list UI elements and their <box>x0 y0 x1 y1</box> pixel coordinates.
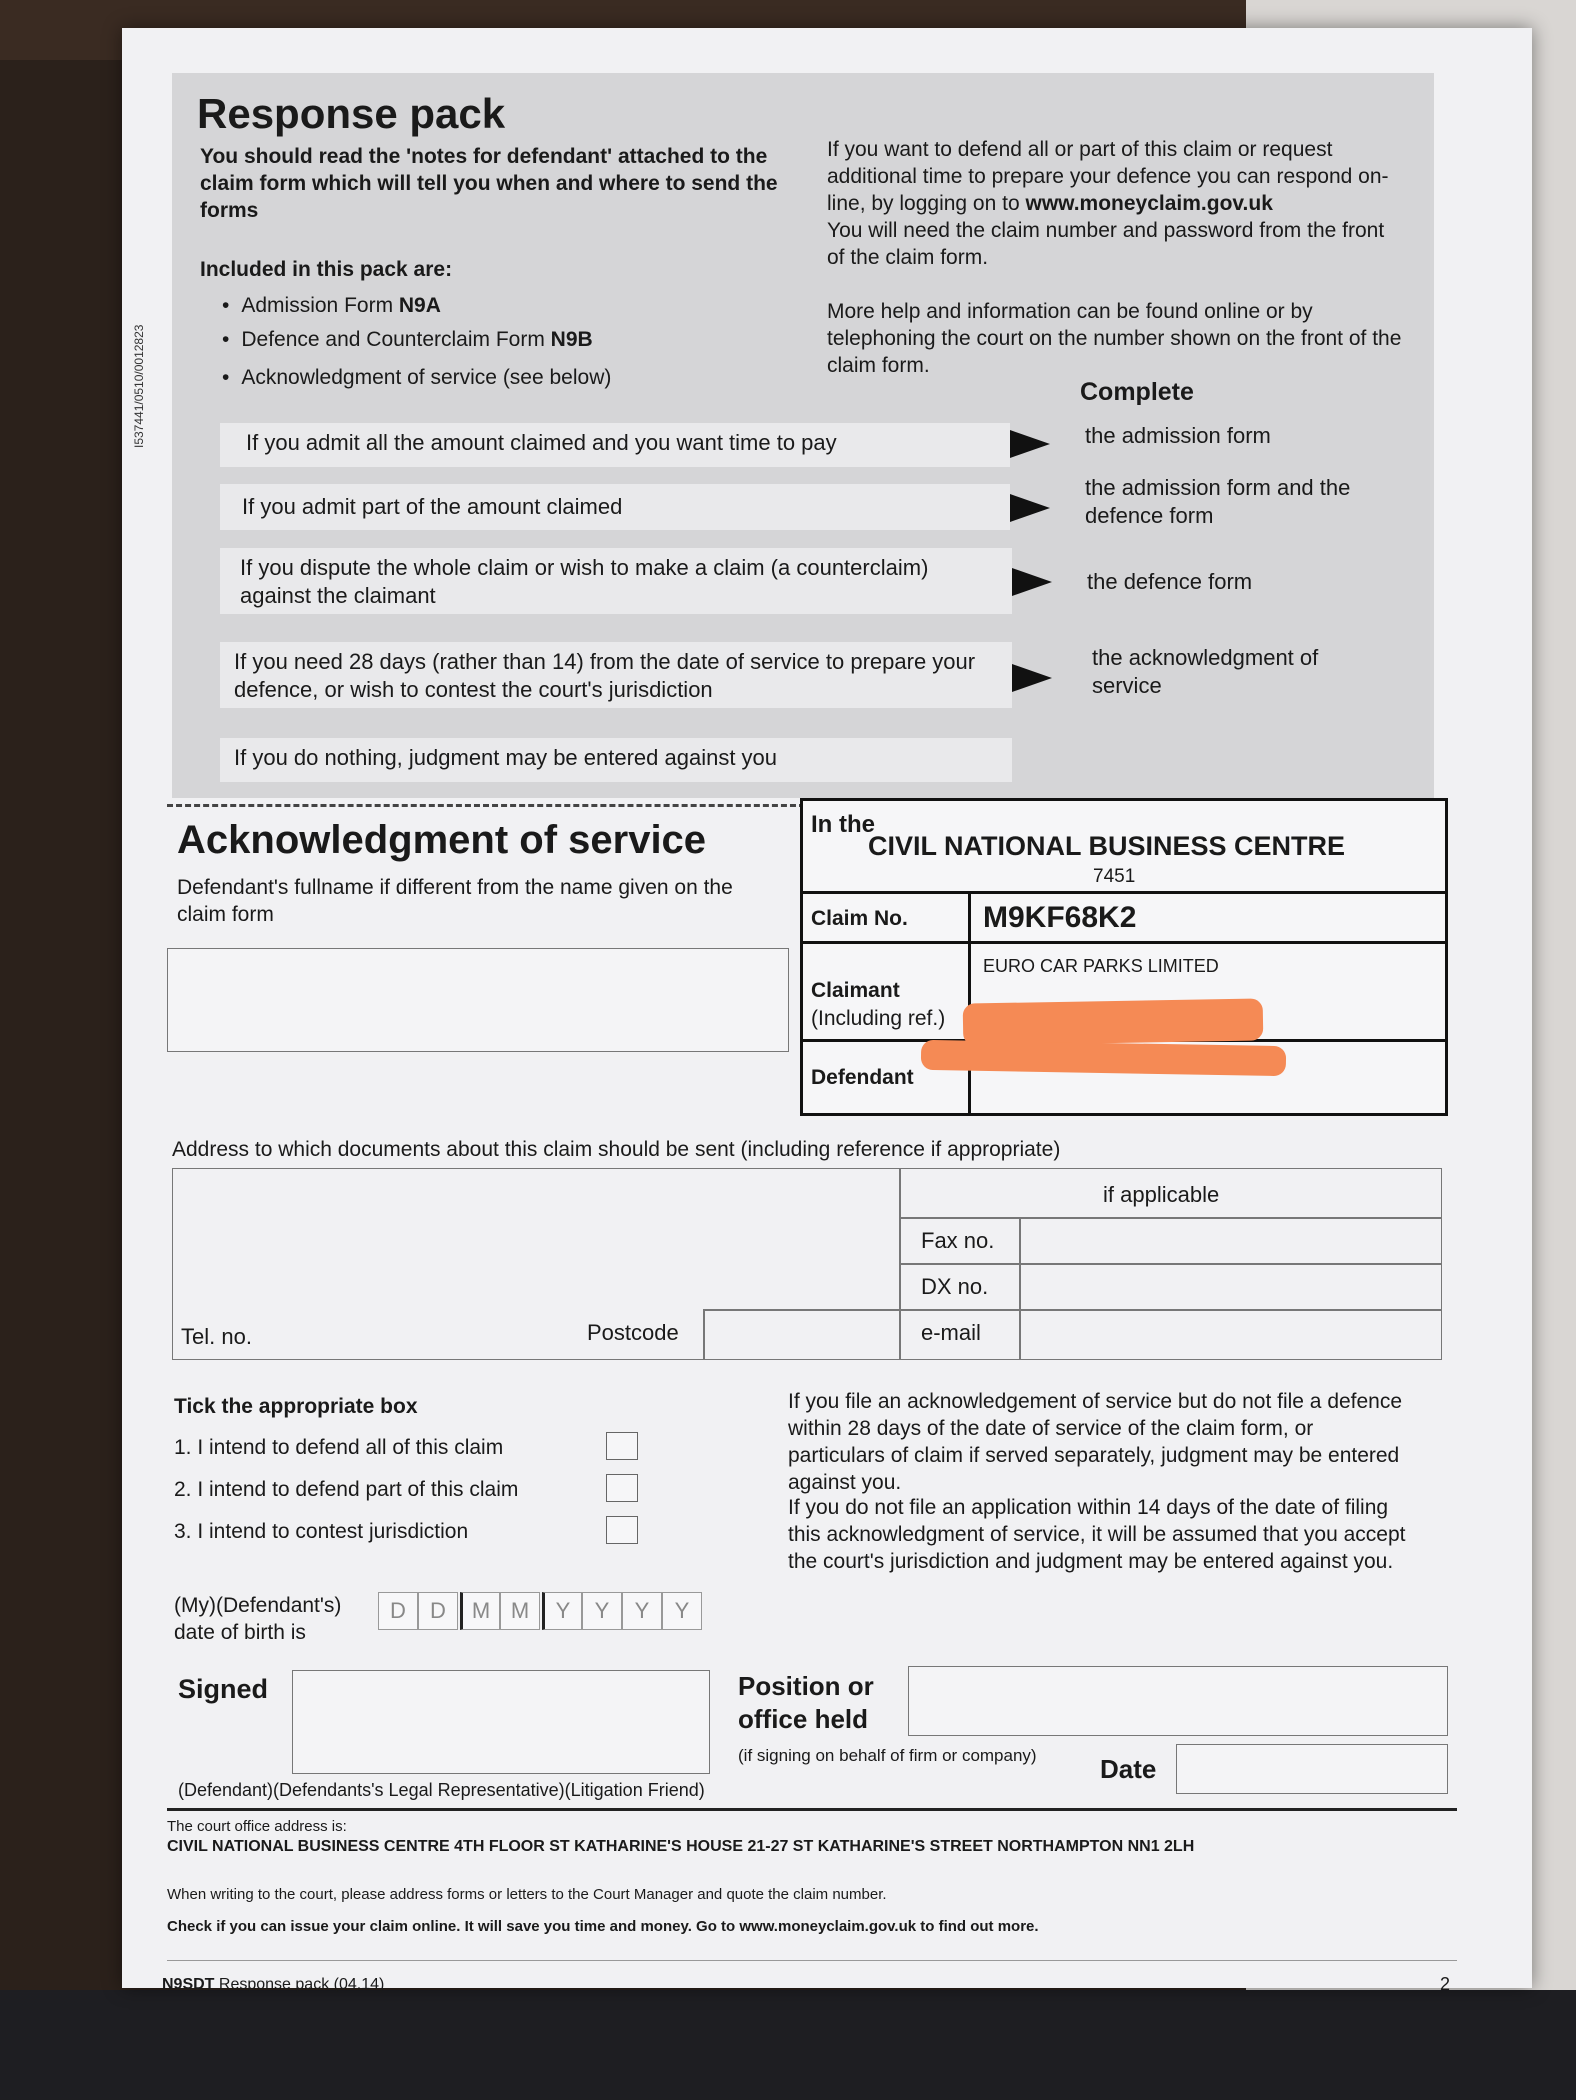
dx-label: DX no. <box>921 1274 989 1299</box>
tick-option-defend-part: 2. I intend to defend part of this claim <box>174 1478 519 1501</box>
defend-all-checkbox[interactable] <box>606 1432 638 1460</box>
side-code: I537441/0510/0012823 <box>132 324 146 448</box>
signatory-capacity: (Defendant)(Defendants's Legal Representative)(Litigation Friend) <box>178 1780 705 1800</box>
list-item-n9b: • Defence and Counterclaim Form N9B <box>222 326 593 353</box>
arrow-icon <box>1010 494 1050 522</box>
email-label: e-mail <box>921 1320 981 1345</box>
claimant-ref-label: (Including ref.) <box>811 1007 946 1030</box>
complete-heading: Complete <box>1080 378 1194 406</box>
dob-year-4[interactable]: Y <box>662 1592 702 1630</box>
included-label: Included in this pack are: <box>200 258 453 281</box>
help-text: More help and information can be found online or by telephoning the court on the number shown on the front of the claim form. <box>827 300 1402 377</box>
action-admit-part: the admission form and the defence form <box>1085 475 1351 528</box>
action-28-days: the acknowledgment of service <box>1092 645 1319 698</box>
claimant-value: EURO CAR PARKS LIMITED <box>983 956 1219 976</box>
online-note: Check if you can issue your claim online. It will save you time and money. Go to www.moneyclaim.gov.uk to find out more. <box>167 1918 1039 1935</box>
option-admit-part: If you admit part of the amount claimed <box>220 484 1010 530</box>
address-label: Address to which documents about this claim should be sent (including reference if appropriate) <box>172 1138 1061 1161</box>
dob-year-3[interactable]: Y <box>622 1592 662 1630</box>
signed-label: Signed <box>178 1674 269 1704</box>
court-code: 7451 <box>1093 866 1136 887</box>
redaction-mark <box>921 1040 1286 1076</box>
dob-day-2[interactable]: D <box>418 1592 458 1630</box>
claimant-label: Claimant <box>811 979 900 1002</box>
fullname-field[interactable] <box>167 948 789 1052</box>
option-do-nothing: If you do nothing, judgment may be entered against you <box>220 738 1012 782</box>
online-response-text: If you want to defend all or part of this claim or request additional time to prepare your defence you can respond on-line, by logging on to www.moneyclaim.gov.uk You will need the claim number and password from the front of the claim form. <box>827 138 1389 269</box>
tick-label: Tick the appropriate box <box>174 1395 418 1418</box>
behalf-note: (if signing on behalf of firm or company) <box>738 1746 1037 1765</box>
defendant-label: Defendant <box>811 1066 914 1089</box>
dob-month-2[interactable]: M <box>500 1592 540 1630</box>
option-admit-all: If you admit all the amount claimed and you want time to pay <box>220 423 1010 467</box>
date-field[interactable] <box>1176 1744 1448 1794</box>
form-page <box>122 28 1532 1994</box>
note-defence-deadline: If you file an acknowledgement of service but do not file a defence within 28 days of the date of service of the claim form, or particulars of claim if served separately, judgment may be entered against you. <box>788 1390 1403 1494</box>
in-the-label: In the <box>811 811 875 838</box>
dob-year-1[interactable]: Y <box>542 1592 582 1630</box>
position-label: Position or office held <box>738 1671 874 1734</box>
dob-day-1[interactable]: D <box>378 1592 418 1630</box>
address-field[interactable] <box>172 1168 1442 1360</box>
dob-field[interactable] <box>378 1592 708 1630</box>
dob-month-1[interactable]: M <box>460 1592 500 1630</box>
dob-label: (My)(Defendant's) date of birth is <box>174 1594 342 1644</box>
defend-part-checkbox[interactable] <box>606 1474 638 1502</box>
court-details-box <box>800 798 1448 1116</box>
page-number: 2 <box>1440 1974 1451 1994</box>
arrow-icon <box>1012 568 1052 596</box>
arrow-icon <box>1012 664 1052 692</box>
writing-note: When writing to the court, please address forms or letters to the Court Manager and quote the claim number. <box>167 1886 887 1903</box>
page-title: Response pack <box>197 90 506 137</box>
dob-year-2[interactable]: Y <box>582 1592 622 1630</box>
if-applicable-label: if applicable <box>1103 1182 1220 1207</box>
contest-jurisdiction-checkbox[interactable] <box>606 1516 638 1544</box>
aos-title: Acknowledgment of service <box>177 818 707 862</box>
action-admit-all: the admission form <box>1085 423 1271 448</box>
postcode-label: Postcode <box>587 1320 679 1345</box>
position-field[interactable] <box>908 1666 1448 1736</box>
form-reference: N9SDT Response pack (04.14) <box>162 1976 385 1993</box>
office-address: CIVIL NATIONAL BUSINESS CENTRE 4TH FLOOR ST KATHARINE'S HOUSE 21-27 ST KATHARINE'S STREET NORTHAMPTON NN1 2LH <box>167 1838 1195 1855</box>
tel-label: Tel. no. <box>181 1324 252 1349</box>
tick-option-defend-all: 1. I intend to defend all of this claim <box>174 1436 504 1459</box>
footer-divider <box>167 1808 1457 1811</box>
note-jurisdiction: If you do not file an application within 14 days of the date of filing this acknowledgment of service, it will be assumed that you accept the court's jurisdiction and judgment may be entered against you. <box>788 1496 1406 1573</box>
footer-divider-thin <box>167 1960 1457 1961</box>
signature-field[interactable] <box>292 1670 710 1774</box>
fax-label: Fax no. <box>921 1228 995 1253</box>
option-28-days: If you need 28 days (rather than 14) from the date of service to prepare your defence, or wish to contest the court's jurisdiction <box>220 642 1012 708</box>
court-name: CIVIL NATIONAL BUSINESS CENTRE <box>868 831 1346 861</box>
arrow-icon <box>1010 430 1050 458</box>
chair-background <box>0 1990 1576 2100</box>
list-item-aos: • Acknowledgment of service (see below) <box>222 364 611 391</box>
claim-no-label: Claim No. <box>811 907 908 930</box>
moneyclaim-link[interactable]: www.moneyclaim.gov.uk <box>1025 192 1273 215</box>
redaction-mark <box>963 998 1264 1045</box>
option-dispute: If you dispute the whole claim or wish to make a claim (a counterclaim) against the claimant <box>220 548 1012 614</box>
action-dispute: the defence form <box>1087 569 1253 594</box>
tick-option-contest: 3. I intend to contest jurisdiction <box>174 1520 469 1543</box>
fullname-label: Defendant's fullname if different from the name given on the claim form <box>177 876 733 926</box>
date-label: Date <box>1100 1754 1157 1784</box>
office-label: The court office address is: <box>167 1818 347 1835</box>
claim-no-value: M9KF68K2 <box>983 901 1137 934</box>
list-item-n9a: • Admission Form N9A <box>222 292 441 319</box>
intro-text: You should read the 'notes for defendant' attached to the claim form which will tell you when and where to send the forms <box>200 145 778 222</box>
